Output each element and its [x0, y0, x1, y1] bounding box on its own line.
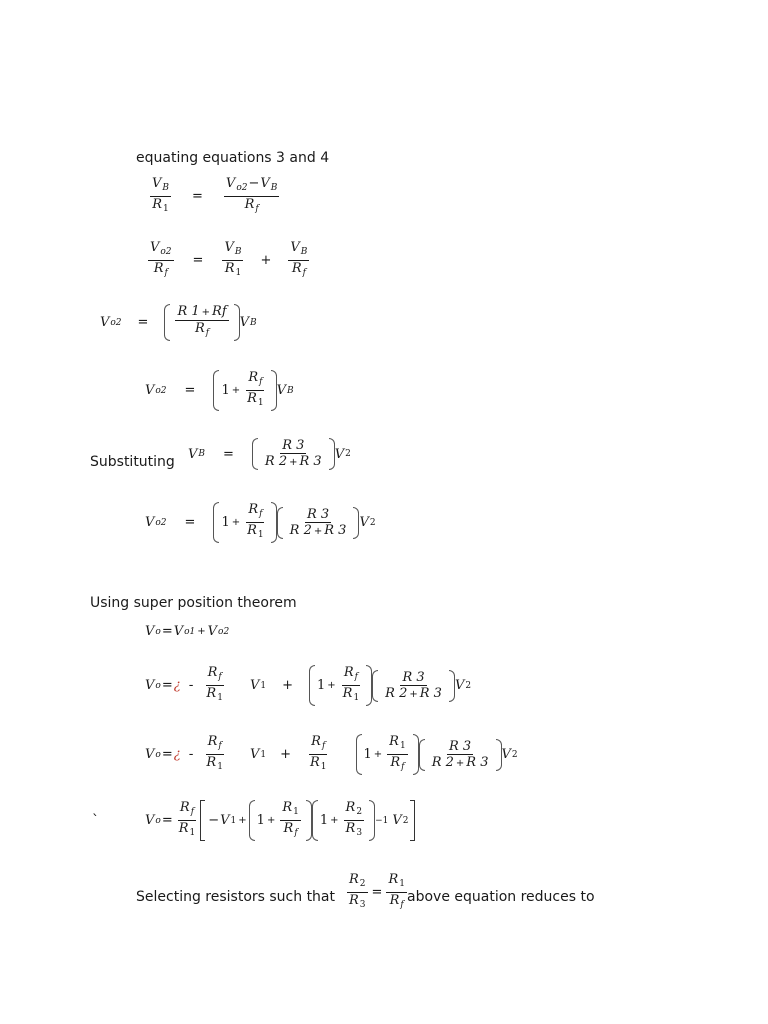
equation-3: V o2 = $\frac{R 1 + Rf}{R_f}$ V B: [100, 304, 257, 341]
equation-9: V o = ¿ - $\frac{R_f}{R_1}$ V 1 + $\frac{R_f}{R_1}$ 1 + $\frac{R_1}{R_f}$ $\frac{R 3}{R 2 + R 3}$ V 2: [145, 734, 518, 775]
equation-8: V o = ¿ - $\frac{R_f}{R_1}$ V 1 + 1 + $\frac{R_f}{R_1}$ $\frac{R 3}{R 2 + R 3}$ V 2: [145, 665, 471, 706]
equation-2: $\frac{V_{o2}}{R_f}$ = $\frac{V_B}{R_1}$ + $\frac{V_B}{R_f}$: [150, 240, 308, 278]
stray-mark: `: [92, 813, 99, 829]
equation-7: V o = V o1 + V o2: [145, 624, 230, 639]
label-selecting: Selecting resistors such that: [136, 889, 336, 905]
equation-1: $\frac{V_B}{R_1}$ = $\frac{V_{o2}-V_B}{R_f}$: [152, 176, 278, 214]
equation-10: V o = $\frac{R_f}{R_1}$ − V 1 + 1 + $\frac{R_1}{R_f}$ 1 + $\frac{R_2}{R_3}$ −1 V 2: [145, 800, 415, 841]
equation-4: V o2 = 1 + $\frac{R_f}{R_1}$ V B: [145, 370, 294, 411]
equation-6: V o2 = 1 + $\frac{R_f}{R_1}$ $\frac{R 3}{R 2 + R 3}$ V 2: [145, 502, 376, 543]
label-reduces: above equation reduces to: [407, 889, 595, 905]
label-substituting: Substituting: [90, 454, 175, 470]
equation-11: $\frac{R_2}{R_3}$ = $\frac{R_1}{R_f}$: [349, 872, 405, 910]
heading-superposition: Using super position theorem: [90, 595, 297, 611]
heading-equating: equating equations 3 and 4: [136, 150, 330, 166]
equation-5: V B = $\frac{R 3}{R 2 + R 3}$ V 2: [188, 438, 351, 469]
